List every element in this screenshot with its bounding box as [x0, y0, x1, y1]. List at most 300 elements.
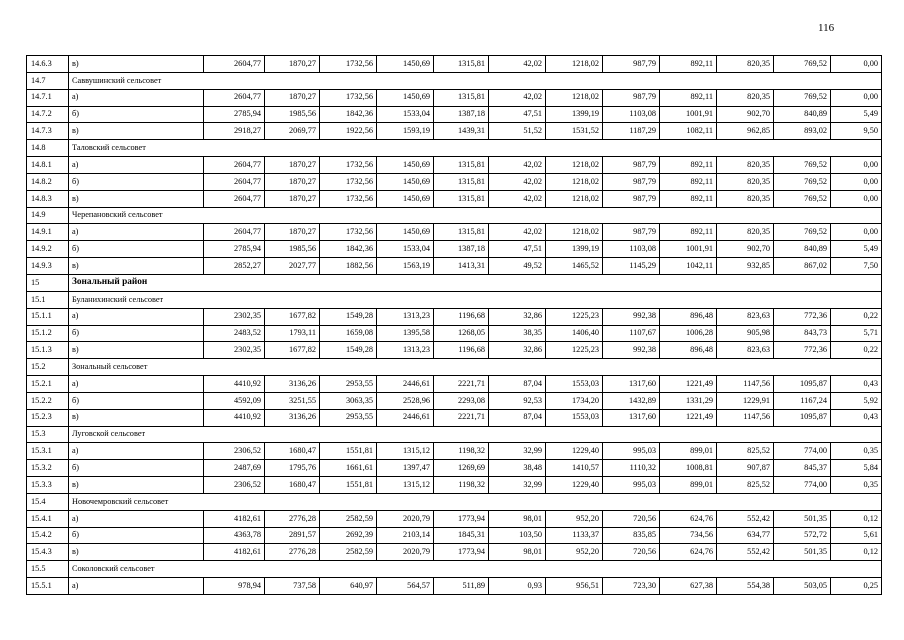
row-label: в) [69, 477, 204, 494]
value-cell: 1103,08 [603, 241, 660, 258]
value-cell: 1110,32 [603, 460, 660, 477]
value-cell: 4592,09 [204, 392, 265, 409]
value-cell: 0,12 [831, 544, 882, 561]
value-cell: 905,98 [717, 325, 774, 342]
value-cell: 1107,67 [603, 325, 660, 342]
value-cell: 1732,56 [320, 173, 377, 190]
section-title: Новочемровский сельсовет [69, 493, 882, 510]
row-label: б) [69, 106, 204, 123]
row-code: 14.9 [27, 207, 69, 224]
row-label: в) [69, 56, 204, 73]
value-cell: 1313,23 [377, 342, 434, 359]
value-cell: 1439,31 [434, 123, 489, 140]
value-cell: 774,00 [774, 443, 831, 460]
row-code: 14.6.3 [27, 56, 69, 73]
value-cell: 32,86 [489, 308, 546, 325]
value-cell: 1218,02 [546, 190, 603, 207]
table-row [27, 190, 882, 207]
table-row [27, 409, 882, 426]
value-cell: 501,35 [774, 510, 831, 527]
value-cell: 932,85 [717, 258, 774, 275]
value-cell: 2604,77 [204, 224, 265, 241]
row-code: 15.4.1 [27, 510, 69, 527]
value-cell: 2302,35 [204, 308, 265, 325]
value-cell: 737,58 [265, 578, 320, 595]
value-cell: 4363,78 [204, 527, 265, 544]
section-title: Соколовский сельсовет [69, 561, 882, 578]
value-cell: 1397,47 [377, 460, 434, 477]
table-row [27, 106, 882, 123]
value-cell: 1661,61 [320, 460, 377, 477]
value-cell: 1315,81 [434, 89, 489, 106]
value-cell: 1551,81 [320, 443, 377, 460]
value-cell: 5,61 [831, 527, 882, 544]
value-cell: 3136,26 [265, 376, 320, 393]
value-cell: 1659,08 [320, 325, 377, 342]
value-cell: 2020,79 [377, 544, 434, 561]
table-row [27, 392, 882, 409]
value-cell: 1985,56 [265, 241, 320, 258]
value-cell: 32,99 [489, 443, 546, 460]
value-cell: 47,51 [489, 106, 546, 123]
section-title: Зональный сельсовет [69, 359, 882, 376]
value-cell: 503,05 [774, 578, 831, 595]
table-row [27, 342, 882, 359]
value-cell: 952,20 [546, 544, 603, 561]
value-cell: 1229,40 [546, 443, 603, 460]
value-cell: 1450,69 [377, 157, 434, 174]
value-cell: 769,52 [774, 173, 831, 190]
table-row [27, 443, 882, 460]
row-code: 15.1 [27, 291, 69, 308]
row-label: а) [69, 443, 204, 460]
page-number: 116 [818, 22, 835, 34]
row-label: а) [69, 376, 204, 393]
value-cell: 0,00 [831, 190, 882, 207]
section-title: Луговской сельсовет [69, 426, 882, 443]
value-cell: 1395,58 [377, 325, 434, 342]
value-cell: 867,02 [774, 258, 831, 275]
value-cell: 1677,82 [265, 308, 320, 325]
table-row [27, 325, 882, 342]
row-code: 14.8.1 [27, 157, 69, 174]
table-row [27, 460, 882, 477]
value-cell: 1680,47 [265, 477, 320, 494]
value-cell: 1773,94 [434, 510, 489, 527]
row-label: в) [69, 342, 204, 359]
value-cell: 840,89 [774, 241, 831, 258]
district-row [27, 274, 882, 291]
value-cell: 4182,61 [204, 510, 265, 527]
value-cell: 87,04 [489, 376, 546, 393]
value-cell: 47,51 [489, 241, 546, 258]
value-cell: 769,52 [774, 89, 831, 106]
value-cell: 38,35 [489, 325, 546, 342]
value-cell: 103,50 [489, 527, 546, 544]
section-row [27, 359, 882, 376]
value-cell: 1549,28 [320, 308, 377, 325]
value-cell: 1870,27 [265, 173, 320, 190]
value-cell: 501,35 [774, 544, 831, 561]
value-cell: 9,50 [831, 123, 882, 140]
value-cell: 0,22 [831, 308, 882, 325]
value-cell: 2293,08 [434, 392, 489, 409]
table-row [27, 157, 882, 174]
value-cell: 1225,23 [546, 308, 603, 325]
value-cell: 2027,77 [265, 258, 320, 275]
value-cell: 624,76 [660, 510, 717, 527]
section-row [27, 426, 882, 443]
value-cell: 0,00 [831, 224, 882, 241]
value-cell: 1187,29 [603, 123, 660, 140]
tariff-table [26, 55, 882, 595]
value-cell: 1533,04 [377, 241, 434, 258]
value-cell: 2604,77 [204, 56, 265, 73]
value-cell: 51,52 [489, 123, 546, 140]
value-cell: 720,56 [603, 510, 660, 527]
value-cell: 1001,91 [660, 106, 717, 123]
value-cell: 627,38 [660, 578, 717, 595]
row-code: 14.9.2 [27, 241, 69, 258]
value-cell: 2785,94 [204, 241, 265, 258]
value-cell: 624,76 [660, 544, 717, 561]
value-cell: 899,01 [660, 477, 717, 494]
value-cell: 1450,69 [377, 89, 434, 106]
value-cell: 1082,11 [660, 123, 717, 140]
value-cell: 893,02 [774, 123, 831, 140]
value-cell: 87,04 [489, 409, 546, 426]
value-cell: 0,00 [831, 56, 882, 73]
value-cell: 995,03 [603, 477, 660, 494]
section-row [27, 561, 882, 578]
value-cell: 2446,61 [377, 409, 434, 426]
table-row [27, 376, 882, 393]
value-cell: 2776,28 [265, 510, 320, 527]
value-cell: 1315,81 [434, 173, 489, 190]
value-cell: 5,49 [831, 106, 882, 123]
value-cell: 2582,59 [320, 510, 377, 527]
value-cell: 1734,20 [546, 392, 603, 409]
value-cell: 1218,02 [546, 157, 603, 174]
value-cell: 572,72 [774, 527, 831, 544]
value-cell: 1793,11 [265, 325, 320, 342]
value-cell: 1147,56 [717, 409, 774, 426]
value-cell: 2604,77 [204, 89, 265, 106]
table-row [27, 241, 882, 258]
row-code: 14.7 [27, 72, 69, 89]
value-cell: 2692,39 [320, 527, 377, 544]
value-cell: 38,48 [489, 460, 546, 477]
value-cell: 1387,18 [434, 106, 489, 123]
value-cell: 3136,26 [265, 409, 320, 426]
value-cell: 1882,56 [320, 258, 377, 275]
value-cell: 1196,68 [434, 342, 489, 359]
row-code: 14.7.3 [27, 123, 69, 140]
value-cell: 0,12 [831, 510, 882, 527]
value-cell: 42,02 [489, 157, 546, 174]
value-cell: 769,52 [774, 190, 831, 207]
value-cell: 902,70 [717, 106, 774, 123]
section-row [27, 493, 882, 510]
value-cell: 825,52 [717, 477, 774, 494]
value-cell: 2852,27 [204, 258, 265, 275]
value-cell: 1269,69 [434, 460, 489, 477]
value-cell: 892,11 [660, 157, 717, 174]
table-row [27, 510, 882, 527]
value-cell: 769,52 [774, 224, 831, 241]
row-code: 14.7.1 [27, 89, 69, 106]
value-cell: 42,02 [489, 224, 546, 241]
value-cell: 1198,32 [434, 477, 489, 494]
value-cell: 1680,47 [265, 443, 320, 460]
value-cell: 1870,27 [265, 190, 320, 207]
value-cell: 1006,28 [660, 325, 717, 342]
value-cell: 1147,56 [717, 376, 774, 393]
row-code: 15.5 [27, 561, 69, 578]
value-cell: 723,30 [603, 578, 660, 595]
value-cell: 769,52 [774, 56, 831, 73]
row-label: в) [69, 544, 204, 561]
value-cell: 902,70 [717, 241, 774, 258]
value-cell: 820,35 [717, 89, 774, 106]
value-cell: 0,22 [831, 342, 882, 359]
table-row [27, 527, 882, 544]
value-cell: 1095,87 [774, 409, 831, 426]
row-label: в) [69, 123, 204, 140]
value-cell: 2306,52 [204, 477, 265, 494]
value-cell: 1315,81 [434, 224, 489, 241]
value-cell: 1732,56 [320, 190, 377, 207]
section-row [27, 207, 882, 224]
value-cell: 2446,61 [377, 376, 434, 393]
row-code: 15.2.2 [27, 392, 69, 409]
value-cell: 2306,52 [204, 443, 265, 460]
value-cell: 987,79 [603, 224, 660, 241]
value-cell: 5,84 [831, 460, 882, 477]
value-cell: 1229,91 [717, 392, 774, 409]
value-cell: 98,01 [489, 510, 546, 527]
value-cell: 1732,56 [320, 157, 377, 174]
value-cell: 720,56 [603, 544, 660, 561]
value-cell: 2221,71 [434, 409, 489, 426]
value-cell: 892,11 [660, 224, 717, 241]
value-cell: 823,63 [717, 342, 774, 359]
value-cell: 995,03 [603, 443, 660, 460]
section-title: Таловский сельсовет [69, 140, 882, 157]
table-row [27, 308, 882, 325]
value-cell: 1229,40 [546, 477, 603, 494]
row-code: 15 [27, 274, 69, 291]
row-code: 14.8.3 [27, 190, 69, 207]
row-code: 15.5.1 [27, 578, 69, 595]
value-cell: 978,94 [204, 578, 265, 595]
value-cell: 1317,60 [603, 409, 660, 426]
value-cell: 820,35 [717, 56, 774, 73]
value-cell: 1533,04 [377, 106, 434, 123]
section-row [27, 140, 882, 157]
row-label: б) [69, 392, 204, 409]
section-title: Саввушинский сельсовет [69, 72, 882, 89]
value-cell: 1450,69 [377, 173, 434, 190]
value-cell: 2020,79 [377, 510, 434, 527]
value-cell: 1387,18 [434, 241, 489, 258]
value-cell: 0,00 [831, 157, 882, 174]
value-cell: 1773,94 [434, 544, 489, 561]
value-cell: 1413,31 [434, 258, 489, 275]
value-cell: 1551,81 [320, 477, 377, 494]
value-cell: 2776,28 [265, 544, 320, 561]
value-cell: 1593,19 [377, 123, 434, 140]
value-cell: 1103,08 [603, 106, 660, 123]
table-row [27, 173, 882, 190]
value-cell: 835,85 [603, 527, 660, 544]
value-cell: 1042,11 [660, 258, 717, 275]
value-cell: 1218,02 [546, 224, 603, 241]
row-label: а) [69, 224, 204, 241]
table-row [27, 224, 882, 241]
value-cell: 7,50 [831, 258, 882, 275]
value-cell: 3063,35 [320, 392, 377, 409]
value-cell: 820,35 [717, 224, 774, 241]
value-cell: 1549,28 [320, 342, 377, 359]
row-code: 14.8 [27, 140, 69, 157]
value-cell: 992,38 [603, 308, 660, 325]
row-code: 15.2 [27, 359, 69, 376]
section-row [27, 72, 882, 89]
value-cell: 1842,36 [320, 241, 377, 258]
value-cell: 0,43 [831, 409, 882, 426]
value-cell: 1008,81 [660, 460, 717, 477]
value-cell: 1432,89 [603, 392, 660, 409]
value-cell: 4410,92 [204, 376, 265, 393]
value-cell: 907,87 [717, 460, 774, 477]
value-cell: 2069,77 [265, 123, 320, 140]
table-row [27, 258, 882, 275]
value-cell: 552,42 [717, 544, 774, 561]
value-cell: 1842,36 [320, 106, 377, 123]
value-cell: 1315,81 [434, 157, 489, 174]
value-cell: 42,02 [489, 89, 546, 106]
value-cell: 734,56 [660, 527, 717, 544]
value-cell: 0,35 [831, 443, 882, 460]
row-label: а) [69, 157, 204, 174]
value-cell: 1399,19 [546, 241, 603, 258]
value-cell: 1406,40 [546, 325, 603, 342]
value-cell: 4410,92 [204, 409, 265, 426]
value-cell: 1315,81 [434, 56, 489, 73]
value-cell: 1399,19 [546, 106, 603, 123]
value-cell: 1563,19 [377, 258, 434, 275]
row-label: в) [69, 409, 204, 426]
value-cell: 5,71 [831, 325, 882, 342]
value-cell: 1450,69 [377, 190, 434, 207]
value-cell: 1218,02 [546, 89, 603, 106]
value-cell: 892,11 [660, 190, 717, 207]
value-cell: 0,35 [831, 477, 882, 494]
value-cell: 2221,71 [434, 376, 489, 393]
value-cell: 1218,02 [546, 56, 603, 73]
row-code: 15.1.2 [27, 325, 69, 342]
value-cell: 1268,05 [434, 325, 489, 342]
table-row [27, 56, 882, 73]
value-cell: 987,79 [603, 190, 660, 207]
value-cell: 3251,55 [265, 392, 320, 409]
section-row [27, 291, 882, 308]
value-cell: 987,79 [603, 56, 660, 73]
district-title: Зональный район [69, 274, 882, 291]
row-label: а) [69, 578, 204, 595]
value-cell: 1145,29 [603, 258, 660, 275]
value-cell: 1985,56 [265, 106, 320, 123]
value-cell: 772,36 [774, 342, 831, 359]
value-cell: 845,37 [774, 460, 831, 477]
value-cell: 634,77 [717, 527, 774, 544]
value-cell: 2487,69 [204, 460, 265, 477]
value-cell: 1732,56 [320, 224, 377, 241]
value-cell: 1221,49 [660, 376, 717, 393]
value-cell: 1410,57 [546, 460, 603, 477]
value-cell: 1315,12 [377, 477, 434, 494]
value-cell: 1133,37 [546, 527, 603, 544]
value-cell: 1922,56 [320, 123, 377, 140]
row-label: б) [69, 460, 204, 477]
value-cell: 1315,81 [434, 190, 489, 207]
section-title: Буланихинский сельсовет [69, 291, 882, 308]
value-cell: 2604,77 [204, 190, 265, 207]
value-cell: 2528,96 [377, 392, 434, 409]
value-cell: 1732,56 [320, 56, 377, 73]
value-cell: 98,01 [489, 544, 546, 561]
row-code: 14.9.3 [27, 258, 69, 275]
value-cell: 1315,12 [377, 443, 434, 460]
value-cell: 0,43 [831, 376, 882, 393]
value-cell: 49,52 [489, 258, 546, 275]
value-cell: 92,53 [489, 392, 546, 409]
row-code: 15.3.2 [27, 460, 69, 477]
row-code: 15.2.1 [27, 376, 69, 393]
value-cell: 0,00 [831, 89, 882, 106]
row-label: в) [69, 258, 204, 275]
value-cell: 896,48 [660, 308, 717, 325]
value-cell: 1167,24 [774, 392, 831, 409]
value-cell: 820,35 [717, 173, 774, 190]
value-cell: 640,97 [320, 578, 377, 595]
table-row [27, 123, 882, 140]
value-cell: 2891,57 [265, 527, 320, 544]
value-cell: 0,93 [489, 578, 546, 595]
row-label: б) [69, 173, 204, 190]
value-cell: 0,25 [831, 578, 882, 595]
row-code: 15.3.1 [27, 443, 69, 460]
value-cell: 511,89 [434, 578, 489, 595]
value-cell: 820,35 [717, 190, 774, 207]
value-cell: 1531,52 [546, 123, 603, 140]
value-cell: 564,57 [377, 578, 434, 595]
row-code: 14.9.1 [27, 224, 69, 241]
value-cell: 2483,52 [204, 325, 265, 342]
row-label: а) [69, 510, 204, 527]
value-cell: 1221,49 [660, 409, 717, 426]
value-cell: 825,52 [717, 443, 774, 460]
value-cell: 1845,31 [434, 527, 489, 544]
value-cell: 769,52 [774, 157, 831, 174]
table-row [27, 578, 882, 595]
value-cell: 1553,03 [546, 409, 603, 426]
value-cell: 892,11 [660, 173, 717, 190]
value-cell: 1732,56 [320, 89, 377, 106]
value-cell: 956,51 [546, 578, 603, 595]
value-cell: 552,42 [717, 510, 774, 527]
